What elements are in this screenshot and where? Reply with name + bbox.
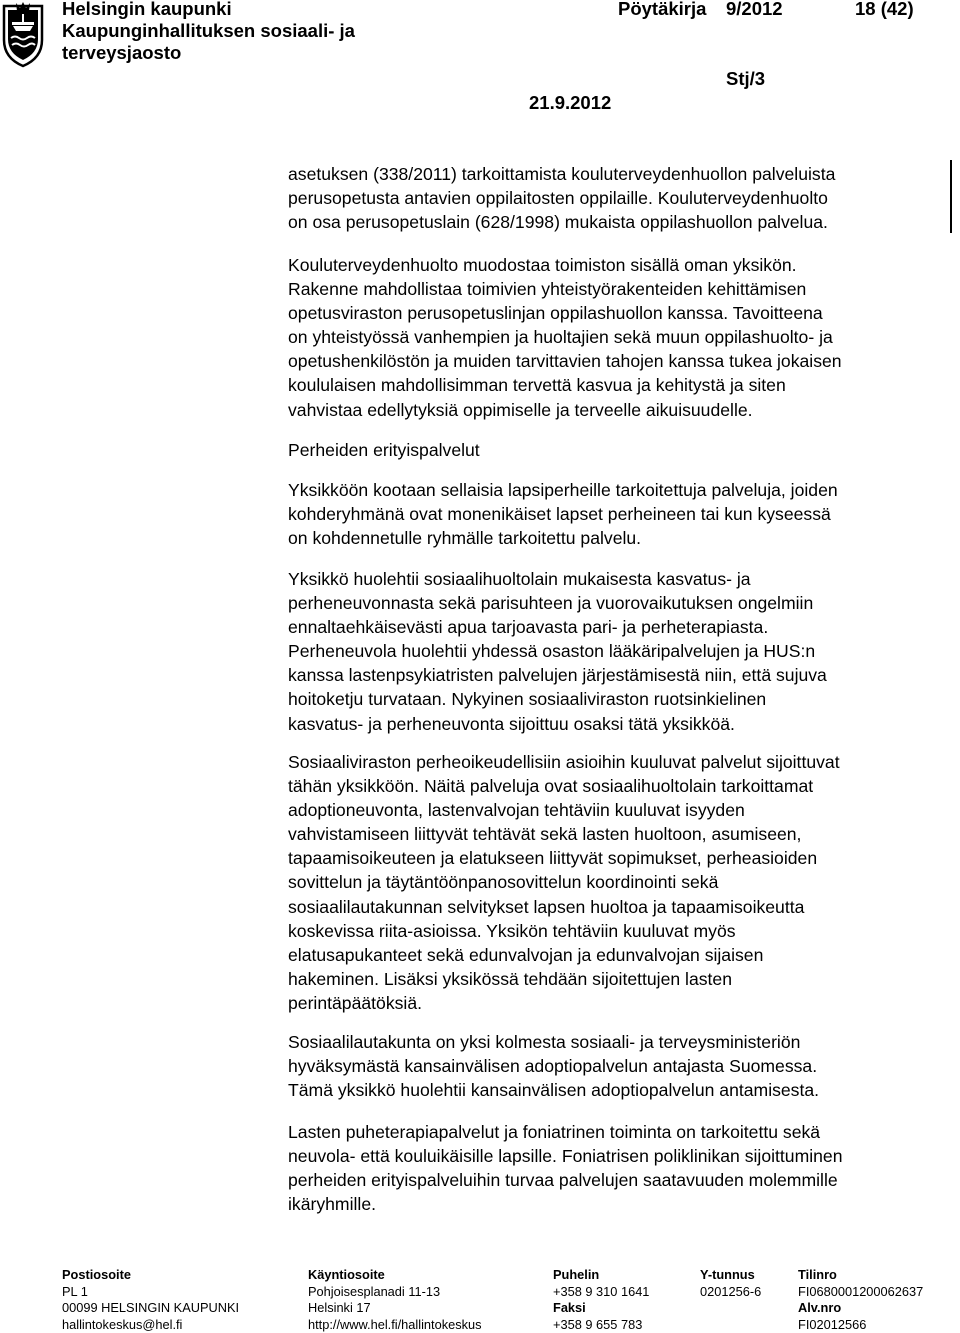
footer-value: 0201256-6 [700,1284,761,1301]
footer-label: Postiosoite [62,1267,239,1284]
text-line: kasvatus- ja perheneuvonta sijoittuu osaksi tätä yksikköä. [288,712,948,736]
text-line: perheneuvonnasta sekä parisuhteen ja vuorovaikutuksen ongelmiin [288,591,948,615]
text-line: Yksikkö huolehtii sosiaalihuoltolain mukaisesta kasvatus- ja [288,567,948,591]
text-line: ikäryhmille. [288,1192,948,1216]
text-line: koululaisen mahdollisimman tervettä kasvua ja kehitystä ja siten [288,373,948,397]
text-line: sovittelun ja täytäntöönpanosovittelun koordinointi sekä [288,870,948,894]
text-line: sosiaalilautakunnan selvitykset lapsen huoltoa ja tapaamisoikeutta [288,895,948,919]
footer-website-link[interactable]: http://www.hel.fi/hallintokeskus [308,1317,482,1333]
section-heading: Perheiden erityispalvelut [288,438,948,462]
footer-label: Käyntiosoite [308,1267,482,1284]
text-line: hoitoketju turvataan. Nykyinen sosiaaliviraston ruotsinkielinen [288,687,948,711]
paragraph-unit-scope [288,478,948,550]
text-line: elatusapukanteet sekä edunvalvojan ja edunvalvojan sijaisen [288,943,948,967]
footer-business-id [700,1267,761,1300]
text-line: opetusviraston perusopetuslinjan oppilashuollon kanssa. Tavoitteena [288,301,948,325]
footer-visiting-address [308,1267,482,1333]
footer-value: 00099 HELSINGIN KAUPUNKI [62,1300,239,1317]
document-number: 9/2012 [726,0,783,20]
text-line: Lasten puheterapiapalvelut ja foniatrinen toiminta on tarkoitettu sekä [288,1120,948,1144]
text-line: opetushenkilöstön ja muiden tarvittavien tahojen kanssa tukea jokaisen [288,349,948,373]
meeting-date: 21.9.2012 [529,92,611,114]
footer-value: PL 1 [62,1284,239,1301]
footer-value: FI02012566 [798,1317,923,1333]
text-line: Sosiaalilautakunta on yksi kolmesta sosiaali- ja terveysministeriön [288,1030,948,1054]
text-line: asetuksen (338/2011) tarkoittamista kouluterveydenhuollon palveluista [288,162,948,186]
section-code: Stj/3 [726,68,765,90]
text-line: perusopetusta antavien oppilaitosten oppilaille. Kouluterveydenhuolto [288,186,948,210]
text-line: koskevissa riita-asioissa. Yksikön tehtäviin kuuluvat myös [288,919,948,943]
paragraph-school-health [288,162,948,234]
text-line: kohderyhmänä ovat monenikäiset lapset perheineen tai kun kyseessä [288,502,948,526]
document-type: Pöytäkirja [618,0,706,20]
text-line: Yksikköön kootaan sellaisia lapsiperheille tarkoitettuja palveluja, joiden [288,478,948,502]
text-line: adoptioneuvonta, lastenvalvojan tehtäviin kuuluvat isyyden [288,798,948,822]
footer-value: Helsinki 17 [308,1300,482,1317]
text-line: perheiden erityispalveluihin turvaa palvelujen saatavuuden molemmille [288,1168,948,1192]
footer-account [798,1267,923,1333]
text-line: on yhteistyössä vanhempien ja huoltajien sekä muun oppilashuolto- ja [288,325,948,349]
paragraph-family-counselling [288,567,948,736]
org-name-line3: terveysjaosto [62,42,181,64]
text-line: tähän yksikköön. Näitä palveluja ovat sosiaalihuoltolain tarkoittamat [288,774,948,798]
footer-label: Faksi [553,1300,649,1317]
text-line: Kouluterveydenhuolto muodostaa toimiston sisällä oman yksikön. [288,253,948,277]
footer-label: Puhelin [553,1267,649,1284]
footer-postal-address [62,1267,239,1333]
text-line: Sosiaaliviraston perheoikeudellisiin asioihin kuuluvat palvelut sijoittuvat [288,750,948,774]
text-line: Tämä yksikkö huolehtii kansainvälisen adoptiopalvelun antamisesta. [288,1078,948,1102]
org-name-line2: Kaupunginhallituksen sosiaali- ja [62,20,355,42]
footer-value: Pohjoisesplanadi 11-13 [308,1284,482,1301]
text-line: ennaltaehkäisevästi apua tarjoavasta pari- ja perheterapiasta. [288,615,948,639]
text-line: hyväksymästä kansainvälisen adoptiopalvelun antajasta Suomessa. [288,1054,948,1078]
text-line: on osa perusopetuslain (628/1998) mukaista oppilashuollon palvelua. [288,210,948,234]
footer-value: FI0680001200062637 [798,1284,923,1301]
text-line: hakeminen. Lisäksi yksikössä tehdään sijoitettujen lasten [288,967,948,991]
footer-phone [553,1267,649,1333]
text-line: neuvola- että kouluikäisille lapsille. Foniatrisen poliklinikan sijoittuminen [288,1144,948,1168]
footer-label: Alv.nro [798,1300,923,1317]
footer-value: +358 9 655 783 [553,1317,649,1333]
text-line: Perheneuvola huolehtii yhdessä osaston lääkäripalvelujen ja HUS:n [288,639,948,663]
text-line: tapaamisoikeuteen ja elatukseen liittyvät sopimukset, perheasioiden [288,846,948,870]
helsinki-coat-of-arms-logo [0,0,46,70]
text-line: vahvistamiseen liittyvät tehtävät sekä lasten huoltoon, asumiseen, [288,822,948,846]
text-line: on kohdennetulle ryhmälle tarkoitettu palvelu. [288,526,948,550]
text-line: vahvistaa edellytyksiä oppimiselle ja terveelle aikuisuudelle. [288,398,948,422]
org-name-line1: Helsingin kaupunki [62,0,232,20]
text-line: Rakenne mahdollistaa toimivien yhteistyörakenteiden kehittämisen [288,277,948,301]
footer-email[interactable]: hallintokeskus@hel.fi [62,1317,239,1333]
page-indicator: 18 (42) [855,0,914,20]
footer-label: Tilinro [798,1267,923,1284]
text-line: perintäpäätöksiä. [288,991,948,1015]
paragraph-family-law-services [288,750,948,1015]
footer-label: Y-tunnus [700,1267,761,1284]
revision-bar [950,160,952,233]
paragraph-international-adoption [288,1030,948,1102]
paragraph-unit-structure [288,253,948,422]
footer-value: +358 9 310 1641 [553,1284,649,1301]
paragraph-speech-therapy [288,1120,948,1216]
text-line: kanssa lastenpsykiatristen palvelujen järjestämisestä niin, että sujuva [288,663,948,687]
